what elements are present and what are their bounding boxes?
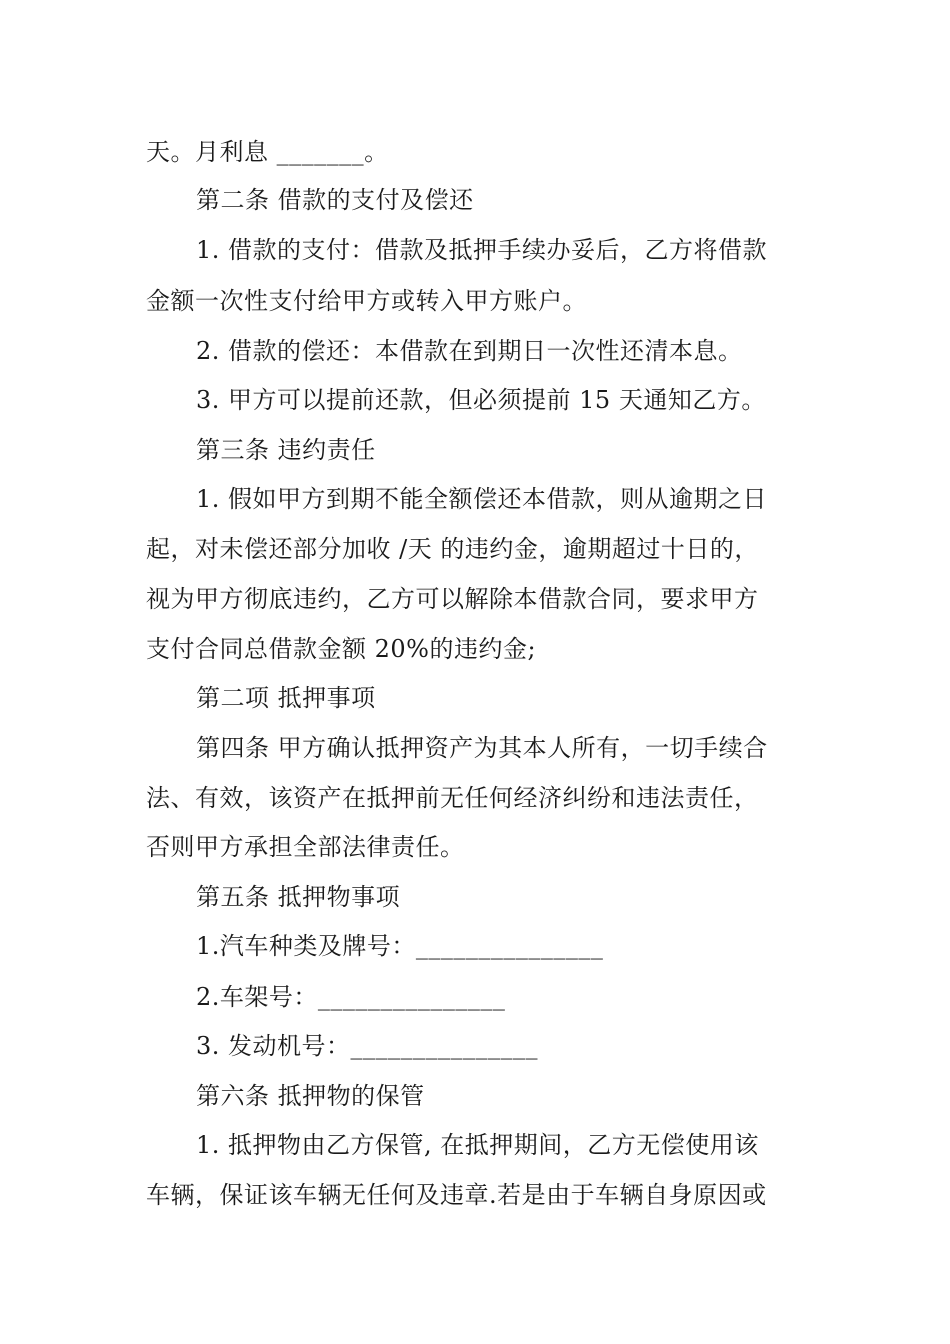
text-line: 3. 甲方可以提前还款，但必须提前 15 天通知乙方。 (196, 386, 766, 414)
text-line: 否则甲方承担全部法律责任。 (146, 833, 465, 861)
section-heading: 第四条 甲方确认抵押资产为其本人所有，一切手续合 (196, 734, 768, 762)
text-line: 起，对未偿还部分加收 /天 的违约金，逾期超过十日的， (146, 535, 759, 563)
text-line: 视为甲方彻底违约，乙方可以解除本借款合同，要求甲方 (146, 585, 759, 613)
text-line: 天。月利息 _______。 (146, 138, 389, 166)
text-line: 1.汽车种类及牌号：_______________ (196, 932, 604, 960)
text-line: 1. 借款的支付：借款及抵押手续办妥后，乙方将借款 (196, 236, 768, 264)
text-line: 3. 发动机号：_______________ (196, 1032, 539, 1060)
text-line: 车辆，保证该车辆无任何及违章.若是由于车辆自身原因或 (146, 1181, 767, 1209)
section-heading: 第五条 抵押物事项 (196, 883, 401, 911)
text-line: 法、有效，该资产在抵押前无任何经济纠纷和违法责任， (146, 784, 759, 812)
section-heading: 第六条 抵押物的保管 (196, 1082, 425, 1110)
section-heading: 第三条 违约责任 (196, 436, 376, 464)
text-line: 1. 假如甲方到期不能全额偿还本借款，则从逾期之日 (196, 485, 768, 513)
text-line: 金额一次性支付给甲方或转入甲方账户。 (146, 287, 587, 315)
section-heading: 第二项 抵押事项 (196, 684, 376, 712)
text-line: 2. 借款的偿还：本借款在到期日一次性还清本息。 (196, 337, 743, 365)
text-line: 2.车架号：_______________ (196, 983, 506, 1011)
text-line: 1. 抵押物由乙方保管, 在抵押期间，乙方无偿使用该 (196, 1131, 759, 1159)
text-line: 支付合同总借款金额 20%的违约金; (146, 635, 537, 663)
section-heading: 第二条 借款的支付及偿还 (196, 186, 474, 214)
